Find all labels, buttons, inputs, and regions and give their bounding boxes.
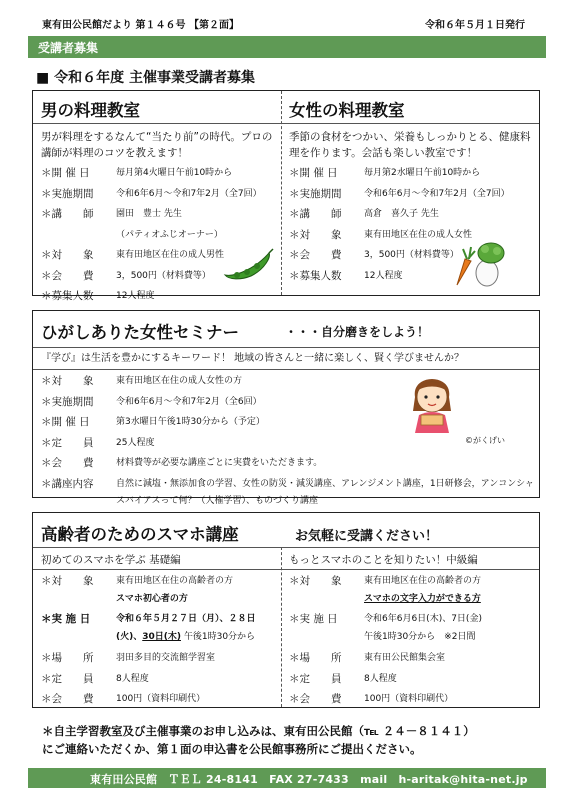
seminar-subtitle: ・・・自分磨きをしよう！ — [285, 325, 430, 339]
detail-row: ＊開 催 日 毎月第4火曜日午前10時から — [41, 167, 233, 179]
detail-row: ＊開 催 日 毎月第2水曜日午前10時から — [289, 167, 481, 179]
detail-row: ＊講 師 園田 豊士 先生 — [41, 208, 182, 220]
divider — [33, 123, 539, 124]
detail-row: ＊実施期間 令和6年6月～令和7年2月（全7回） — [289, 187, 510, 200]
newsletter-issue: 東有田公民館だより 第１４６号 【第２面】 — [42, 20, 239, 31]
detail-row: ＊定 員 25人程度 — [41, 436, 155, 449]
cooking-classes-box — [32, 90, 540, 302]
divider — [281, 547, 282, 707]
detail-row: ＊実 施 日 令和6年6月6日(木)、7日(金) — [289, 613, 482, 625]
detail-row: ＊講 師 高倉 喜久子 先生 — [289, 208, 439, 220]
intermediate-course-details — [289, 573, 535, 712]
basic-course-details — [41, 573, 279, 712]
detail-row: ＊実施期間 令和6年6月～令和7年2月（全6回） — [41, 395, 262, 408]
detail-row: ＊開 催 日 第3水曜日午後1時30分から（予定） — [41, 416, 265, 428]
detail-row: ＊会 費 3，500円（材料費等） — [41, 269, 211, 282]
womens-cooking-desc: 季節の食材をつかい、栄養もしっかりとる、健康料理を作ります。会話も楽しい教室です！ — [289, 131, 531, 159]
intermediate-course-title: もっとスマホのことを知りたい！中級編 — [289, 554, 478, 566]
section-bar — [28, 36, 546, 58]
publish-date: 令和６年５月１日発行 — [425, 20, 525, 31]
mens-cooking-desc: 男が料理をするなんて“当たり前”の時代。プロの講師が料理のコツを教えます！ — [41, 131, 273, 159]
divider — [281, 91, 282, 295]
smartphone-subtitle: お気軽に受講ください！ — [295, 529, 439, 544]
detail-row: ＊募集人数 12人程度 — [41, 290, 155, 302]
detail-row: 午後1時30分から ※2日間 — [364, 632, 476, 642]
detail-row: ＊対 象 東有田地区在住の成人女性の方 — [41, 375, 243, 387]
girl-studying-illustration — [401, 367, 463, 433]
detail-row: スマホの文字入力ができる方 — [364, 594, 481, 604]
divider — [33, 569, 539, 570]
detail-row: ＊対 象 東有田地区在住の成人女性 — [289, 228, 473, 241]
green-pea-pod-illustration — [221, 247, 275, 281]
detail-row: ＊実 施 日 令和６年５月２７日（月）、２８日 — [41, 613, 256, 625]
application-notice — [42, 722, 475, 758]
footer-contact: 東有田公民館 ＴＥＬ 24-8141 FAX 27-7433 mail h-aritak@hita-net.jp — [90, 773, 528, 786]
mens-cooking-title: 男の料理教室 — [41, 101, 140, 120]
seminar-box — [32, 310, 540, 506]
detail-row: ＊募集人数 12人程度 — [289, 269, 403, 282]
detail-row: （パティオふじオーナー） — [116, 229, 223, 240]
notice-line: ＊自主学習教室及び主催事業のお申し込みは、東有田公民館（℡ ２４－８１４１） — [42, 724, 475, 738]
notice-line: にご連絡いただくか、第１面の申込書を公民館事務所にご提出ください。 — [42, 742, 422, 756]
section-bar-label: 受講者募集 — [38, 41, 99, 55]
detail-row: ＊場 所 東有田公民館集会室 — [289, 652, 446, 664]
illustration-credit: ©がくげい — [465, 436, 505, 445]
detail-row: ＊対 象 東有田地区在住の高齢者の方 — [41, 575, 234, 587]
smartphone-course-box — [32, 512, 540, 708]
basic-course-title: 初めてのスマホを学ぶ 基礎編 — [41, 554, 181, 566]
smartphone-title: 高齢者のためのスマホ講座 — [41, 525, 239, 544]
detail-row: ＊実施期間 令和6年6月～令和7年2月（全7回） — [41, 187, 262, 200]
footer-bar — [28, 768, 546, 788]
detail-row: ＊対 象 東有田地区在住の成人男性 — [41, 249, 225, 261]
seminar-desc: 『学び』は生活を豊かにするキーワード！ 地域の皆さんと一緒に楽しく、賢く学びませんか？ — [41, 353, 464, 364]
detail-row: ＊会 費 材料費等が必要な講座ごとに実費をいただきます。 — [41, 457, 323, 469]
seminar-title: ひがしありた女性セミナー — [41, 323, 239, 342]
womens-cooking-title: 女性の料理教室 — [289, 101, 405, 120]
detail-row: ＊会 費 100円（資料印刷代） — [41, 693, 206, 705]
detail-row: ＊定 員 8人程度 — [41, 672, 149, 685]
detail-row: スマホ初心者の方 — [116, 594, 188, 604]
main-title: ■ 令和６年度 主催事業受講者募集 — [36, 70, 255, 86]
divider — [33, 347, 539, 348]
divider — [33, 547, 539, 548]
mens-cooking-details — [41, 165, 279, 309]
detail-row: ＊場 所 羽田多目的交流館学習室 — [41, 652, 216, 664]
detail-row: ＊対 象 東有田地区在住の高齢者の方 — [289, 575, 482, 587]
vegetables-illustration — [427, 237, 507, 287]
detail-row: ＊講座内容 自然に減塩・無添加食の学習、女性の防災・減災講座、アレンジメント講座，1日研修会，アンコンシャスバイアスって何？（人権学習）、ものづくり講座 — [41, 477, 534, 506]
detail-row: ＊定 員 8人程度 — [289, 672, 397, 685]
detail-row: ＊会 費 100円（資料印刷代） — [289, 693, 454, 705]
divider — [33, 369, 539, 370]
detail-row: (火)、30日(木) 午後1時30分から — [116, 632, 256, 642]
detail-row: ＊会 費 3，500円（材料費等） — [289, 249, 459, 261]
